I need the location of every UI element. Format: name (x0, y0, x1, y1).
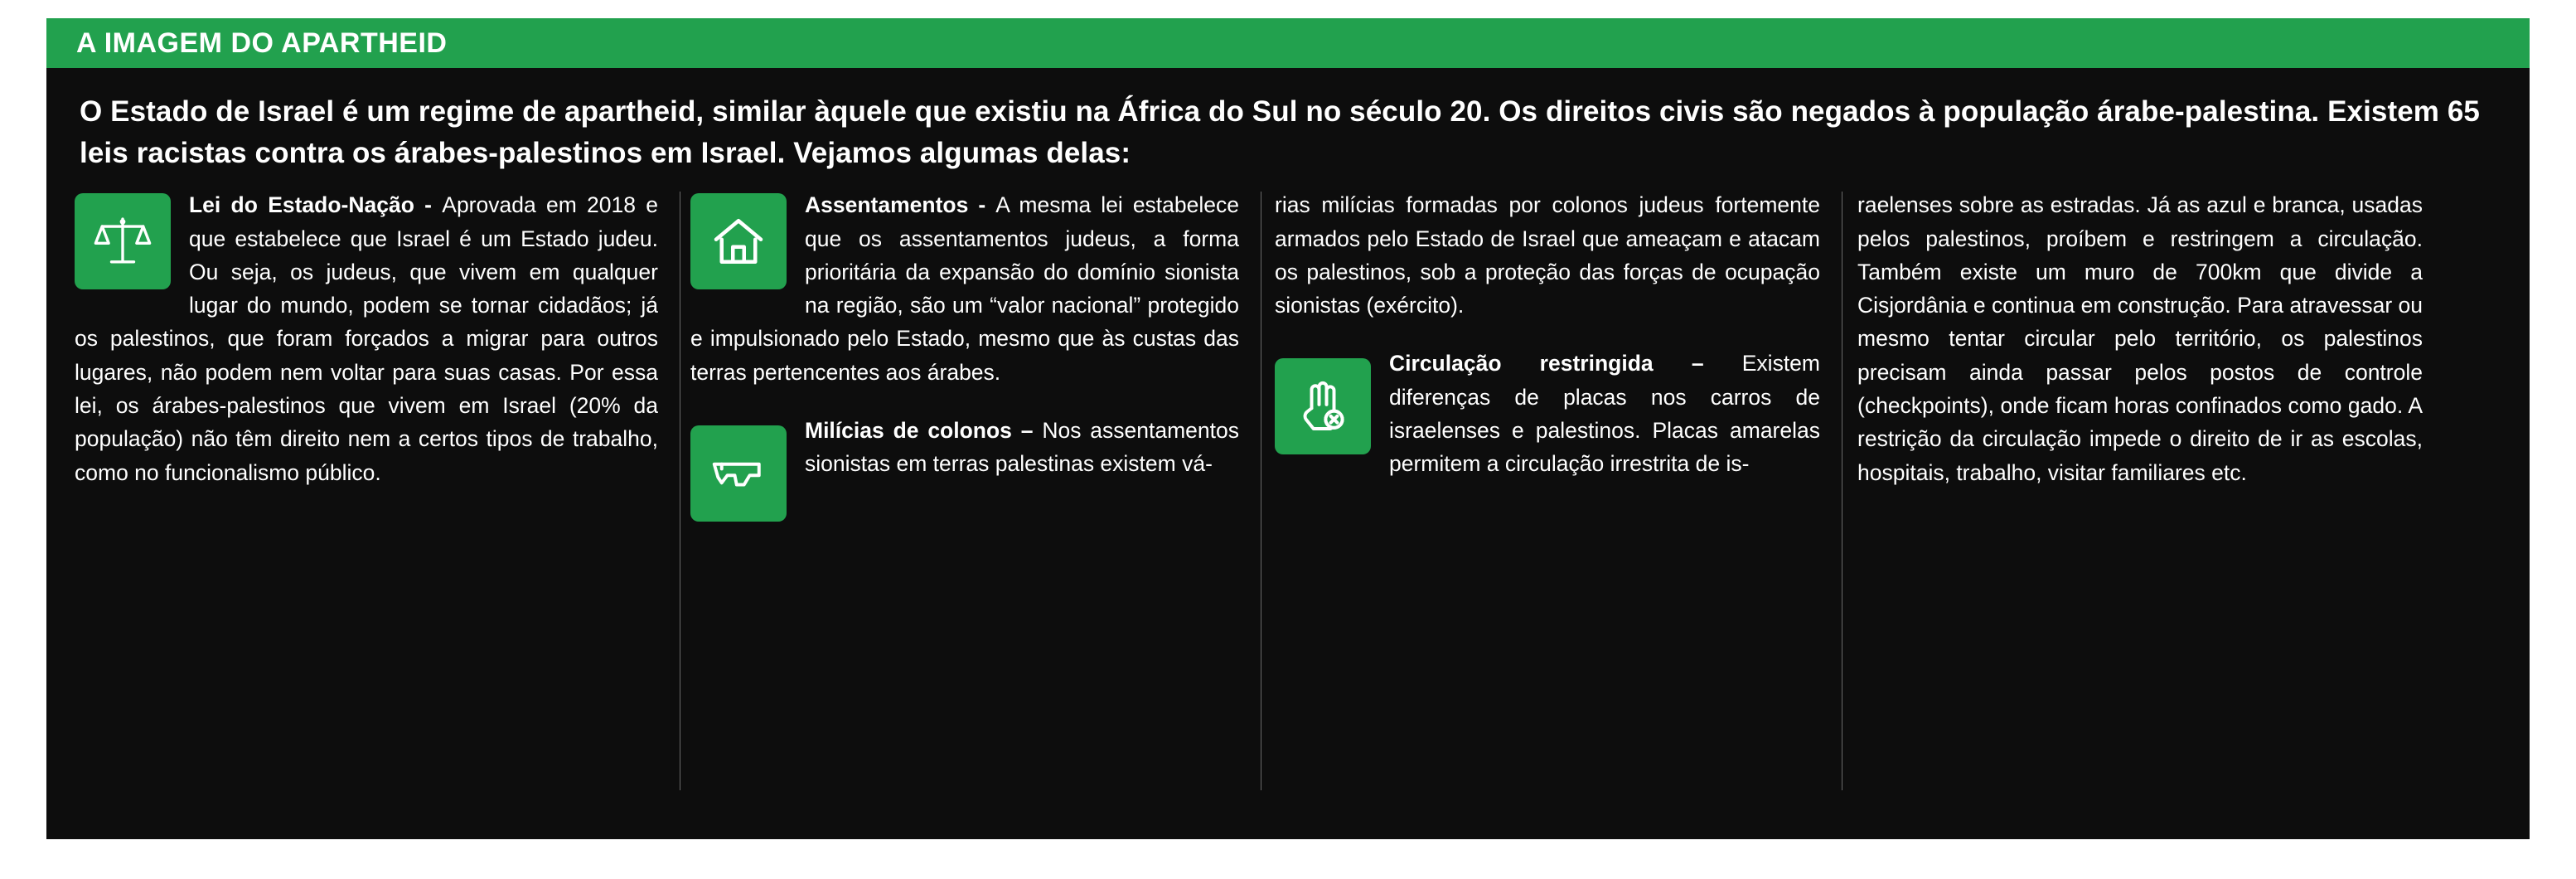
block-lead-in: Assentamentos - (805, 192, 996, 218)
block-text: Existem diferenças de placas nos carros de israelenses e palestinos. Placas amarelas permitem a circulação irrestrita de is- (1389, 351, 1820, 477)
page-title: A IMAGEM DO APARTHEID (76, 27, 448, 59)
body-panel (46, 68, 2530, 839)
header-bar (46, 18, 2530, 68)
gun-icon (690, 425, 787, 522)
article-block-settlements (690, 188, 1239, 389)
house-icon (690, 193, 787, 289)
block-text: Nos assentamentos sionistas em terras palestinas existem vá- (805, 417, 1239, 477)
article-block-settler-militias (690, 414, 1239, 481)
scales-of-justice-icon (75, 193, 171, 289)
block-text: Aprovada em 2018 e que estabelece que Israel é um Estado judeu. Ou seja, os judeus, que vivem em qualquer lugar do mundo, podem se tornar cidadãos; já os palestinos, que foram forçados a migrar para outros lugares, não podem nem voltar para suas casas. Por essa lei, os árabes-palestinos que vivem em Israel (20% da população) não têm direito nem a certos tipos de trabalho, como no funcionalismo público. (75, 192, 659, 485)
column-4 (1842, 188, 2423, 794)
article-block-restricted-movement-continued (1857, 188, 2423, 488)
lede-paragraph: O Estado de Israel é um regime de apartheid, similar àquele que existiu na África do Sul no século 20. Os direitos civis são negados à população árabe-palestina. Existem 65 leis racistas contra os árabes-palestinos em Israel. Vejamos algumas delas: (80, 95, 2480, 169)
block-text: rias milícias formadas por colonos judeus fortemente armados pelo Estado de Israel que ameaçam e atacam os palestinos, sob a proteção das forças de ocupação sionistas (exército). (1275, 192, 1820, 318)
stop-hand-icon (1275, 358, 1371, 454)
block-lead-in: Milícias de colonos – (805, 417, 1043, 443)
block-lead-in: Circulação restringida – (1389, 351, 1742, 376)
article-block-state-nation-law (75, 188, 658, 488)
article-block-militias-continued (1275, 188, 1820, 322)
block-text: raelenses sobre as estradas. Já as azul e branca, usadas pelos palestinos, proíbem e restringem a circulação. Também existe um muro de 700km que divide a Cisjordânia e continua em construção. Para atravessar ou mesmo tentar circular pelo território, os palestinos precisam ainda passar pelos postos de controle (checkpoints), onde ficam horas confinados como gado. A restrição da circulação impede o direito de ir as escolas, hospitais, trabalho, visitar familiares etc. (1857, 192, 2423, 485)
column-2 (680, 188, 1261, 794)
article-block-restricted-movement (1275, 347, 1820, 480)
column-3 (1261, 188, 1842, 794)
columns-container (75, 188, 2501, 794)
block-lead-in: Lei do Estado-Nação - (189, 192, 443, 218)
column-1 (75, 188, 680, 794)
block-text: A mesma lei estabelece que os assentamentos judeus, a forma prioritária da expansão do domínio sionista na região, são um “valor nacional” protegido e impulsionado pelo Estado, mesmo que às custas das terras pertencentes aos árabes. (690, 192, 1239, 385)
